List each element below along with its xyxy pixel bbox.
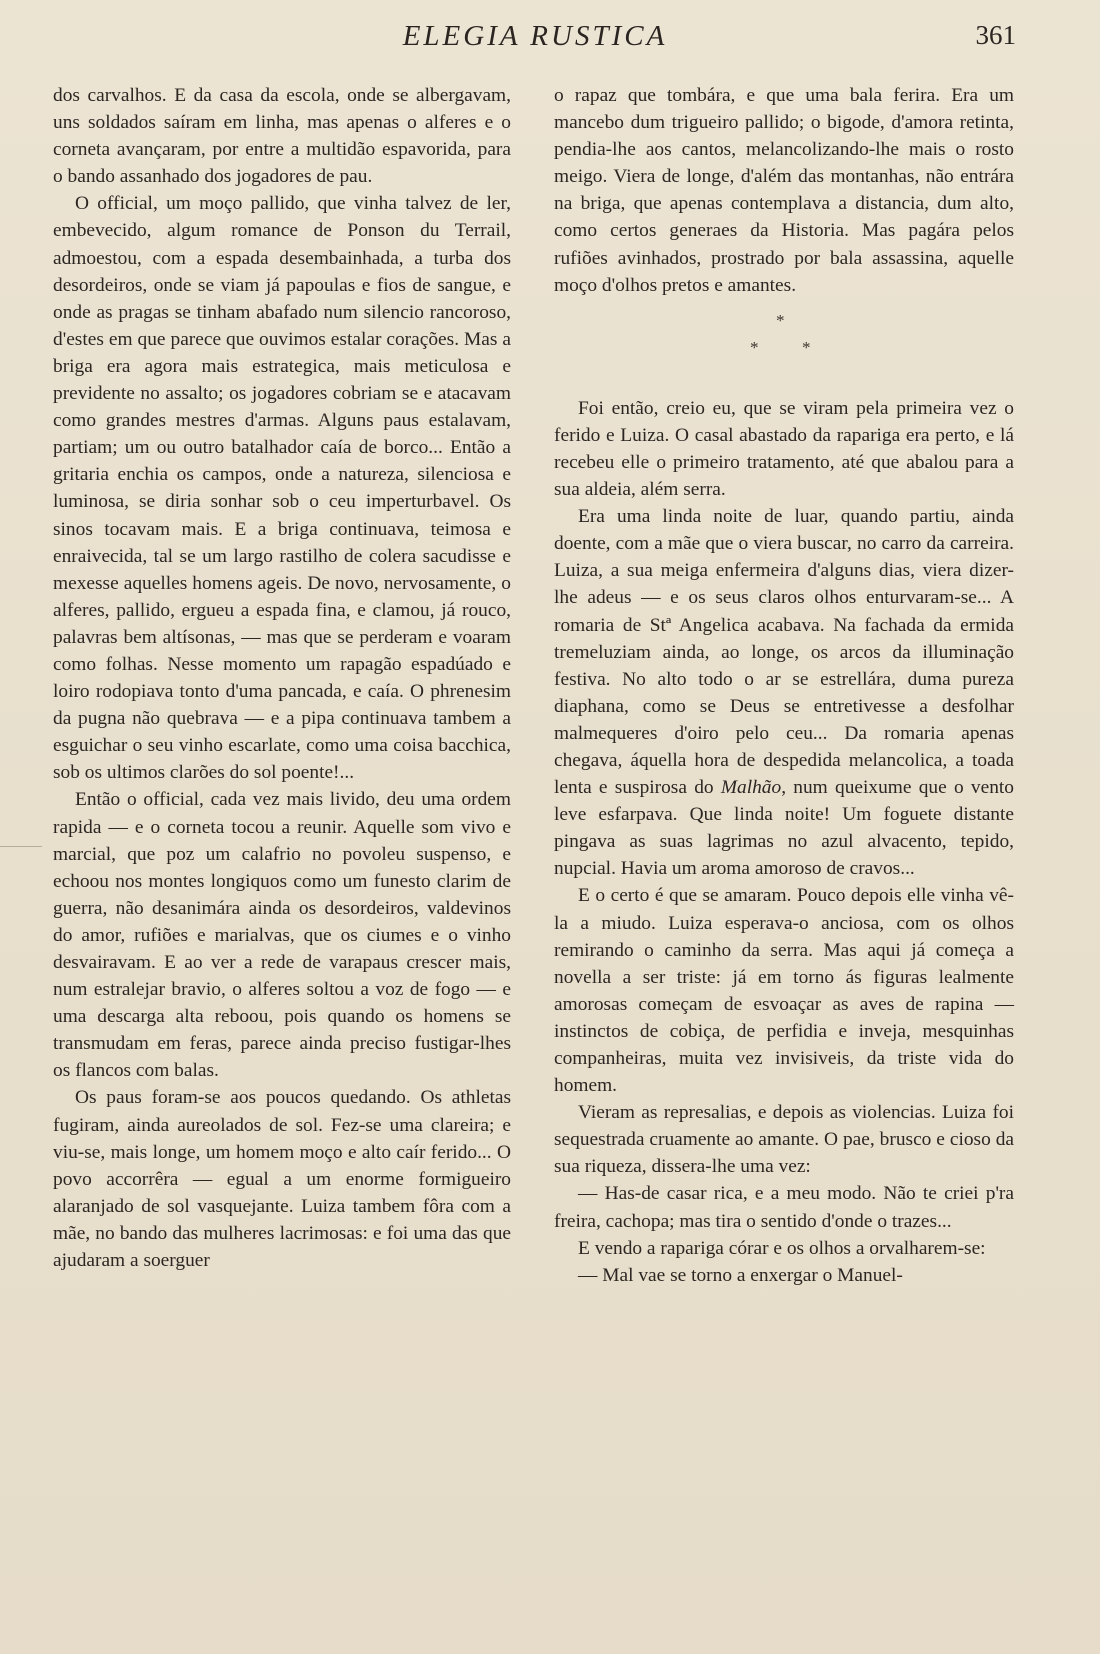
paragraph: O official, um moço pallido, que vinha talvez de ler, embevecido, algum romance de Ponson du Terrail, admoestou, com a espada desembainhada, a turba dos desordeiros, onde se viam já papoulas e fios de sangue, e onde as pragas se tinham abafado num silencio rancoroso, d'estes em que parece que ouvimos estalar corações. Mas a briga era agora mais estrategica, mais meticulosa e previdente no assalto; os jogadores cobriam se e atacavam como grandes mestres d'armas. Alguns paus estalavam, partiam; um ou outro batalhador caía de borco... Então a gritaria enchia os campos, onde a natureza, silenciosa e luminosa, se diria sonhar sob o ceu imperturbavel. Os sinos tocavam mais. E a briga continuava, teimosa e enraivecida, tal se um largo rastilho de colera sacudisse e mexesse aquelles homens ageis. De novo, nervosamente, o alferes, pallido, ergueu a espada fina, e clamou, já rouco, palavras bem altísonas, — mas que se perderam e voaram como folhas. Nesse momento um rapagão espadúado e loiro rodopiava tonto d'uma pancada, e caía. O phrenesim da pugna não quebrava — e a pipa continuava tambem a esguichar o seu vinho escarlate, como uma coisa bacchica, sob os ultimos clarões do sol poente!... [53, 193, 511, 784]
margin-mark [0, 846, 42, 847]
paragraph-text: Era uma linda noite de luar, quando partiu, ainda doente, com a mãe que o viera buscar, no carro da carreira. Luiza, a sua meiga enfermeira d'alguns dias, viera dizer-lhe adeus — e os seus claros olhos enturvaram-se... A romaria de Stª Angelica acabava. Na fachada da ermida tremeluziam ainda, ao longe, os arcos da illuminação festiva. No alto todo o ar se estrellára, duma pureza diaphana, como se Deus se entretivesse a desfolhar malmequeres d'oiro pelo ceu... Da romaria apenas chegava, áquella hora de despedida melancolica, a toada lenta e suspirosa do [554, 506, 1014, 799]
page-header [0, 20, 1100, 60]
song-title: Malhão [720, 777, 782, 799]
paragraph: E vendo a rapariga córar e os olhos a orvalharem-se: [578, 1237, 986, 1259]
page-number: 361 [975, 20, 1016, 50]
asterisk-icon: * [750, 337, 759, 357]
paragraph-text: , num queixume que o vento leve esfarpava. Que linda noite! Um foguete distante pingava as suas lagrimas no azul alvacento, tepido, nupcial. Havia um aroma amoroso de cravos... [554, 777, 1014, 880]
section-break-asterism [554, 299, 1014, 395]
paragraph: Os paus foram-se aos poucos quedando. Os athletas fugiram, ainda aureolados de sol. Fez-se uma clareira; e viu-se, mais longe, um homem moço e alto caír ferido... O povo accorrêra — egual a um enorme formigueiro alaranjado de sol vasquejante. Luiza tambem fôra com a mãe, no bando das mulheres lacrimosas: e foi uma das que ajudaram a soerguer [53, 1087, 511, 1272]
running-title: ELEGIA RUSTICA [402, 20, 668, 52]
paragraph: Foi então, creio eu, que se viram pela primeira vez o ferido e Luiza. O casal abastado da rapariga era perto, e lá recebeu elle o primeiro tratamento, até que abalou para a sua aldeia, além serra. [554, 397, 1014, 501]
paragraph: — Has-de casar rica, e a meu modo. Não te criei p'ra freira, cachopa; mas tira o sentido d'onde o trazes... [554, 1183, 1014, 1232]
right-column [554, 82, 1014, 1289]
asterisk-icon: * [776, 310, 785, 330]
paragraph: Vieram as represalias, e depois as violencias. Luiza foi sequestrada cruamente ao amante. O pae, brusco e cioso da sua riqueza, dissera-lhe uma vez: [554, 1102, 1014, 1178]
paragraph: — Mal vae se torno a enxergar o Manuel- [578, 1264, 903, 1286]
paragraph: dos carvalhos. E da casa da escola, onde se albergavam, uns soldados saíram em linha, mas apenas o alferes e o corneta avançaram, por entre a multidão espavorida, para o bando assanhado dos jogadores de pau. [53, 85, 511, 188]
paragraph: Então o official, cada vez mais livido, deu uma ordem rapida — e o corneta tocou a reunir. Aquelle som vivo e marcial, que poz um calafrio no povoleu suspenso, e echoou nos montes longiquos como um funesto clarim de guerra, não desanimára ainda os desordeiros, valdevinos do amor, rufiões e marialvas, que os ciumes e o vinho desvairavam. E ao ver a rede de varapaus crescer mais, num estralejar bravio, o alferes soltou a voz de fogo — e uma descarga alta reboou, pois quando os homens se transmudam em feras, parece ainda preciso fustigar-lhes os flancos com balas. [53, 789, 511, 1082]
asterisk-icon: * [802, 337, 811, 357]
paragraph: E o certo é que se amaram. Pouco depois elle vinha vê-la a miudo. Luiza esperava-o anciosa, com os olhos remirando o caminho da serra. Mas aqui já começa a novella a ser triste: já em torno ás figuras lealmente amorosas começam de esvoaçar as aves de rapina — instinctos de cobiça, de perfidia e inveja, mesquinhas companheiras, muita vez invisiveis, da triste vida do homem. [554, 885, 1014, 1097]
paragraph [554, 503, 1014, 882]
paragraph: o rapaz que tombára, e que uma bala ferira. Era um mancebo dum trigueiro pallido; o bigode, d'amora retinta, pendia-lhe aos cantos, melancolizando-lhe mais o rosto meigo. Viera de longe, d'além das montanhas, não entrára na briga, que apenas contemplava a distancia, dum alto, como certos generaes da Historia. Mas pagára pelos rufiões avinhados, prostrado por bala assassina, aquelle moço d'olhos pretos e amantes. [554, 85, 1014, 296]
left-column [53, 82, 511, 1274]
